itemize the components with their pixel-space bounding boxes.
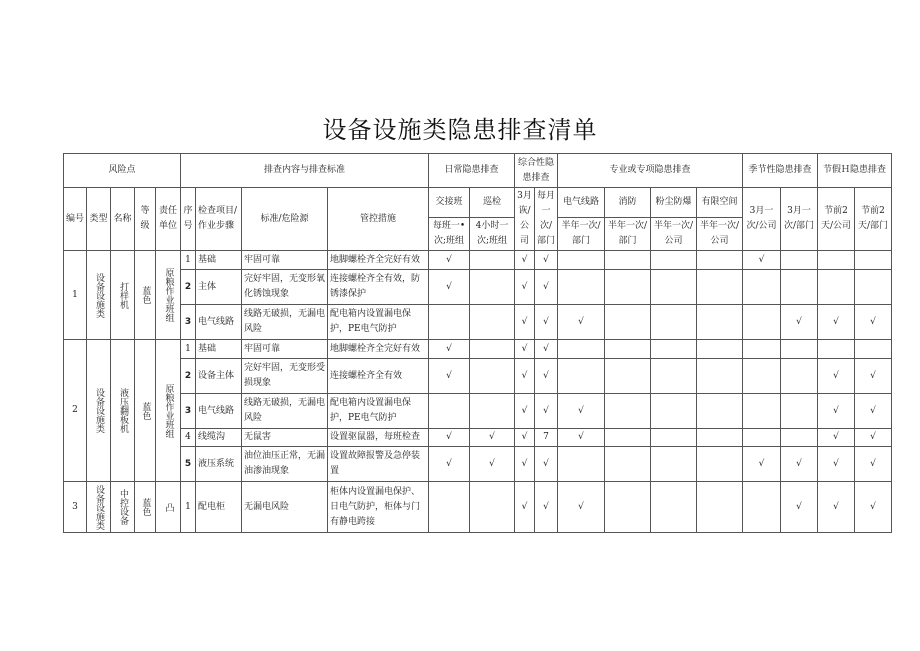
- check-mark: √: [429, 251, 470, 270]
- check-mark: [743, 270, 781, 305]
- risk-name: 中控设备: [111, 482, 135, 533]
- check-mark: √: [855, 359, 892, 394]
- check-mark: √: [429, 270, 470, 305]
- check-mark: [697, 305, 743, 340]
- check-mark: [605, 305, 651, 340]
- col-unit: 责任单位: [156, 188, 181, 251]
- check-mark: √: [535, 340, 558, 359]
- check-mark: [651, 359, 697, 394]
- check-mark: √: [781, 305, 818, 340]
- header-daily: 日常隐患排查: [429, 154, 515, 188]
- check-mark: √: [855, 447, 892, 482]
- col-holiday-department: 节前2天/部门: [855, 188, 892, 251]
- check-mark: √: [429, 447, 470, 482]
- check-standard: 无鼠害: [242, 429, 328, 447]
- table-row: [64, 270, 892, 305]
- check-mark: √: [535, 270, 558, 305]
- risk-name: 液压翻板机: [111, 340, 135, 482]
- check-mark: √: [515, 482, 535, 533]
- check-mark: √: [743, 447, 781, 482]
- col-comp-department: 每月一次/部门: [535, 188, 558, 251]
- check-mark: [651, 394, 697, 429]
- check-mark: [781, 359, 818, 394]
- check-mark: 7: [535, 429, 558, 447]
- check-mark: [697, 429, 743, 447]
- check-mark: [651, 340, 697, 359]
- check-mark: √: [818, 305, 855, 340]
- col-electric: 电气线路: [558, 188, 605, 218]
- check-mark: √: [515, 305, 535, 340]
- check-mark: [697, 482, 743, 533]
- check-mark: [470, 394, 515, 429]
- col-shift-handover-freq: 每班一•次;班组: [429, 218, 470, 251]
- table-row: [64, 429, 892, 447]
- check-mark: √: [558, 482, 605, 533]
- check-mark: [605, 270, 651, 305]
- col-confined: 有限空间: [697, 188, 743, 218]
- check-mark: √: [818, 482, 855, 533]
- check-mark: [429, 482, 470, 533]
- check-mark: [558, 447, 605, 482]
- check-mark: √: [743, 251, 781, 270]
- col-dust: 粉尘防爆: [651, 188, 697, 218]
- col-season-department: 3月一次/部门: [781, 188, 818, 251]
- check-mark: [651, 270, 697, 305]
- col-item: 检查项目/作业步骤: [196, 188, 242, 251]
- risk-level: 蓝色: [135, 340, 156, 482]
- check-mark: [697, 447, 743, 482]
- check-item: 电气线路: [196, 394, 242, 429]
- check-mark: √: [558, 305, 605, 340]
- check-standard: 牢固可靠: [242, 251, 328, 270]
- check-seq: 4: [181, 429, 196, 447]
- check-mark: [470, 340, 515, 359]
- check-mark: √: [470, 447, 515, 482]
- check-mark: [470, 251, 515, 270]
- check-standard: 完好牢固，无变形受损现象: [242, 359, 328, 394]
- check-seq: 1: [181, 340, 196, 359]
- check-mark: √: [781, 482, 818, 533]
- risk-name: 打样机: [111, 251, 135, 340]
- header-comprehensive: 综合性隐患排查: [515, 154, 558, 188]
- col-seq: 序号: [181, 188, 196, 251]
- check-mark: [818, 340, 855, 359]
- check-mark: √: [470, 429, 515, 447]
- risk-no: 3: [64, 482, 87, 533]
- check-item: 电气线路: [196, 305, 242, 340]
- check-mark: [558, 270, 605, 305]
- check-mark: [781, 340, 818, 359]
- check-item: 配电柜: [196, 482, 242, 533]
- check-standard: 线路无破损，无漏电风险: [242, 394, 328, 429]
- risk-level: 蓝色: [135, 482, 156, 533]
- check-mark: √: [515, 429, 535, 447]
- check-mark: [470, 359, 515, 394]
- check-mark: [855, 270, 892, 305]
- check-mark: [855, 251, 892, 270]
- check-mark: [470, 270, 515, 305]
- check-seq: 2: [181, 270, 196, 305]
- check-mark: [855, 340, 892, 359]
- check-mark: [743, 359, 781, 394]
- page-title: 设备设施类隐患排查清单: [322, 116, 598, 144]
- col-fire-freq: 半年一次/部门: [605, 218, 651, 251]
- check-mark: √: [855, 429, 892, 447]
- check-mark: √: [515, 270, 535, 305]
- col-patrol-freq: 4小时一次;班组: [470, 218, 515, 251]
- check-measure: 连接螺栓齐全有效: [328, 359, 429, 394]
- check-standard: 无漏电风险: [242, 482, 328, 533]
- check-mark: √: [515, 359, 535, 394]
- check-mark: [605, 429, 651, 447]
- check-measure: 柜体内设置漏电保护、日电气防护，柜体与门有静电跨接: [328, 482, 429, 533]
- check-mark: [605, 251, 651, 270]
- check-mark: [743, 394, 781, 429]
- header-risk-point: 风险点: [64, 154, 181, 188]
- check-mark: [818, 251, 855, 270]
- check-mark: [743, 340, 781, 359]
- check-mark: [470, 305, 515, 340]
- risk-level: 蓝色: [135, 251, 156, 340]
- table-row: [64, 394, 892, 429]
- check-standard: 完好牢固，无变形氧化锈蚀现象: [242, 270, 328, 305]
- check-mark: [558, 340, 605, 359]
- check-mark: [558, 251, 605, 270]
- check-mark: √: [855, 482, 892, 533]
- check-mark: [429, 305, 470, 340]
- check-mark: [781, 394, 818, 429]
- col-no: 编号: [64, 188, 87, 251]
- col-patrol: 巡检: [470, 188, 515, 218]
- risk-no: 1: [64, 251, 87, 340]
- risk-unit: 凸: [156, 482, 181, 533]
- check-mark: √: [781, 447, 818, 482]
- table-row: [64, 359, 892, 394]
- check-mark: [605, 482, 651, 533]
- check-mark: √: [515, 447, 535, 482]
- check-mark: [818, 270, 855, 305]
- check-seq: 5: [181, 447, 196, 482]
- col-shift-handover: 交接班: [429, 188, 470, 218]
- check-measure: 连接螺栓齐全有效，防锈漆保护: [328, 270, 429, 305]
- check-seq: 2: [181, 359, 196, 394]
- check-mark: √: [818, 394, 855, 429]
- check-mark: [697, 270, 743, 305]
- col-electric-freq: 半年一次/部门: [558, 218, 605, 251]
- check-mark: √: [535, 447, 558, 482]
- table-row: [64, 482, 892, 533]
- check-item: 基础: [196, 340, 242, 359]
- check-mark: [605, 340, 651, 359]
- check-mark: √: [558, 429, 605, 447]
- table-row: [64, 340, 892, 359]
- check-item: 液压系统: [196, 447, 242, 482]
- check-item: 设备主体: [196, 359, 242, 394]
- check-mark: [697, 251, 743, 270]
- table-row: [64, 447, 892, 482]
- check-mark: [605, 359, 651, 394]
- hazard-checklist-table: [63, 153, 892, 533]
- check-mark: √: [818, 429, 855, 447]
- check-measure: 设置驱鼠器，每班检查: [328, 429, 429, 447]
- check-item: 基础: [196, 251, 242, 270]
- check-mark: [651, 429, 697, 447]
- col-holiday-company: 节前2天/公司: [818, 188, 855, 251]
- header-content-standard: 排查内容与排查标准: [181, 154, 429, 188]
- check-mark: [651, 482, 697, 533]
- col-dust-freq: 半年一次/公司: [651, 218, 697, 251]
- check-seq: 3: [181, 305, 196, 340]
- check-mark: [743, 305, 781, 340]
- check-mark: [697, 340, 743, 359]
- check-mark: √: [515, 394, 535, 429]
- risk-unit: 原粮作业班组: [156, 340, 181, 482]
- check-mark: [605, 394, 651, 429]
- check-mark: [605, 447, 651, 482]
- check-standard: 牢固可靠: [242, 340, 328, 359]
- col-type: 类型: [87, 188, 111, 251]
- risk-type: 设备设施类: [87, 340, 111, 482]
- risk-no: 2: [64, 340, 87, 482]
- check-measure: 地脚螺栓齐全完好有效: [328, 340, 429, 359]
- check-mark: √: [855, 305, 892, 340]
- check-mark: [651, 251, 697, 270]
- check-item: 线缆沟: [196, 429, 242, 447]
- check-mark: [697, 359, 743, 394]
- table-body: [64, 251, 892, 533]
- check-standard: 油位油压正常，无漏油渗油现象: [242, 447, 328, 482]
- col-comp-company: 3月诙/公司: [515, 188, 535, 251]
- check-mark: [781, 251, 818, 270]
- check-mark: [697, 394, 743, 429]
- check-measure: 配电箱内设置漏电保护，PE电气防护: [328, 305, 429, 340]
- check-seq: 1: [181, 482, 196, 533]
- check-mark: √: [429, 340, 470, 359]
- check-mark: √: [429, 359, 470, 394]
- check-measure: 地脚螺栓齐全完好有效: [328, 251, 429, 270]
- col-fire: 消防: [605, 188, 651, 218]
- check-mark: √: [818, 359, 855, 394]
- check-mark: √: [535, 305, 558, 340]
- header-seasonal: 季节性隐患排查: [743, 154, 818, 188]
- table-row: [64, 251, 892, 270]
- col-measure: 管控措施: [328, 188, 429, 251]
- check-mark: [429, 394, 470, 429]
- check-mark: √: [535, 251, 558, 270]
- check-mark: √: [535, 394, 558, 429]
- header-holiday: 节假Ｈ隐患排查: [818, 154, 892, 188]
- check-mark: [651, 447, 697, 482]
- check-mark: [470, 482, 515, 533]
- check-measure: 配电箱内设置漏电保护，PE电气防护: [328, 394, 429, 429]
- check-mark: √: [429, 429, 470, 447]
- check-standard: 线路无破损，无漏电风险: [242, 305, 328, 340]
- check-mark: √: [515, 340, 535, 359]
- check-seq: 3: [181, 394, 196, 429]
- col-standard: 标准/危险源: [242, 188, 328, 251]
- check-mark: [651, 305, 697, 340]
- header-special: 专业或专项隐患排查: [558, 154, 743, 188]
- risk-unit: 原粮作业班组: [156, 251, 181, 340]
- check-mark: √: [818, 447, 855, 482]
- col-level: 等级: [135, 188, 156, 251]
- check-item: 主体: [196, 270, 242, 305]
- check-mark: √: [535, 482, 558, 533]
- col-confined-freq: 半年一次/公司: [697, 218, 743, 251]
- check-measure: 设置故障报警及急停装置: [328, 447, 429, 482]
- col-name: 名称: [111, 188, 135, 251]
- check-seq: 1: [181, 251, 196, 270]
- check-mark: √: [855, 394, 892, 429]
- check-mark: [558, 359, 605, 394]
- risk-type: 设备设施类: [87, 482, 111, 533]
- check-mark: [781, 429, 818, 447]
- check-mark: [743, 482, 781, 533]
- check-mark: √: [515, 251, 535, 270]
- risk-type: 设备设施类: [87, 251, 111, 340]
- check-mark: [781, 270, 818, 305]
- col-season-company: 3月一次/公司: [743, 188, 781, 251]
- table-row: [64, 305, 892, 340]
- check-mark: √: [535, 359, 558, 394]
- check-mark: √: [558, 394, 605, 429]
- check-mark: [743, 429, 781, 447]
